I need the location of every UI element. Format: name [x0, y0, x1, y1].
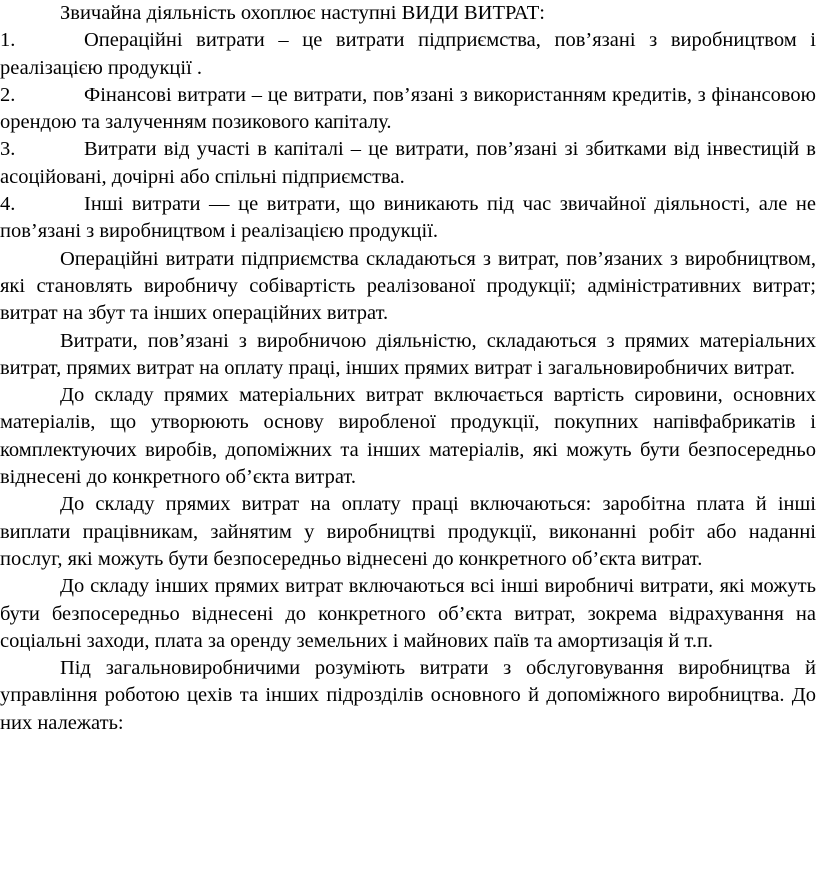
- list-text-3: Витрати від участі в капіталі – це витрати, пов’язані зі збитками від інвестицій в асоційовані, дочірні або спільні підприємства.: [0, 138, 816, 188]
- list-number-4: 4.: [0, 193, 16, 216]
- paragraph-direct-labor: До складу прямих витрат на оплату праці включаються: заробітна плата й інші виплати працівникам, зайнятим у виробництві продукції, виконанні робіт або наданні послуг, які можуть бути безпосередньо віднесені до конкретного об’єкта витрат.: [0, 493, 816, 570]
- list-number-2: 2.: [0, 83, 16, 106]
- list-text-2: Фінансові витрати – це витрати, пов’язані з використанням кредитів, з фінансовою орендою та залученням позикового капіталу.: [0, 83, 816, 134]
- list-number-1: 1.: [0, 29, 16, 52]
- paragraph-direct-materials: До складу прямих матеріальних витрат включається вартість сировини, основних матеріалів, що утворюють основу виробленої продукції, покупних напівфабрикатів і комплектуючих виробів, допоміжних та інших матеріалів, які можуть бути безпосередньо віднесені до конкретного об’єкта витрат.: [0, 384, 816, 489]
- paragraph-production-costs: Витрати, пов’язані з виробничою діяльністю, складаються з прямих матеріальних витрат, прямих витрат на оплату праці, інших прямих витрат і загальновиробничих витрат.: [0, 329, 816, 379]
- list-item-3: [0, 136, 816, 191]
- heading: Звичайна діяльність охоплює наступні ВИДИ ВИТРАТ:: [60, 2, 545, 24]
- list-item-4: [0, 191, 816, 246]
- paragraph-operating-costs: Операційні витрати підприємства складаються з витрат, пов’язаних з виробництвом, які становлять виробничу собівартість реалізованої продукції; адміністративних витрат; витрат на збут та інших операційних витрат.: [0, 247, 816, 325]
- list-text-4: Інші витрати — це витрати, що виникають під час звичайної діяльності, але не пов’язані з виробництвом і реалізацією продукції.: [0, 193, 816, 243]
- paragraph-other-direct: До складу інших прямих витрат включаються всі інші виробничі витрати, які можуть бути безпосередньо віднесені до конкретного об’єкта витрат, зокрема відрахування на соціальні заходи, плата за оренду земельних і майнових паїв та амортизація й т.п.: [0, 575, 816, 652]
- list-number-3: 3.: [0, 138, 16, 161]
- list-item-1: [0, 27, 816, 82]
- list-text-1: Операційні витрати – це витрати підприємства, пов’язані з виробництвом і реалізацією продукції .: [0, 29, 816, 79]
- paragraph-overhead: Під загальновиробничими розуміють витрати з обслуговування виробництва й управління роботою цехів та інших підрозділів основного й допоміжного виробництва. До них належать:: [0, 657, 816, 734]
- list-item-2: [0, 82, 816, 137]
